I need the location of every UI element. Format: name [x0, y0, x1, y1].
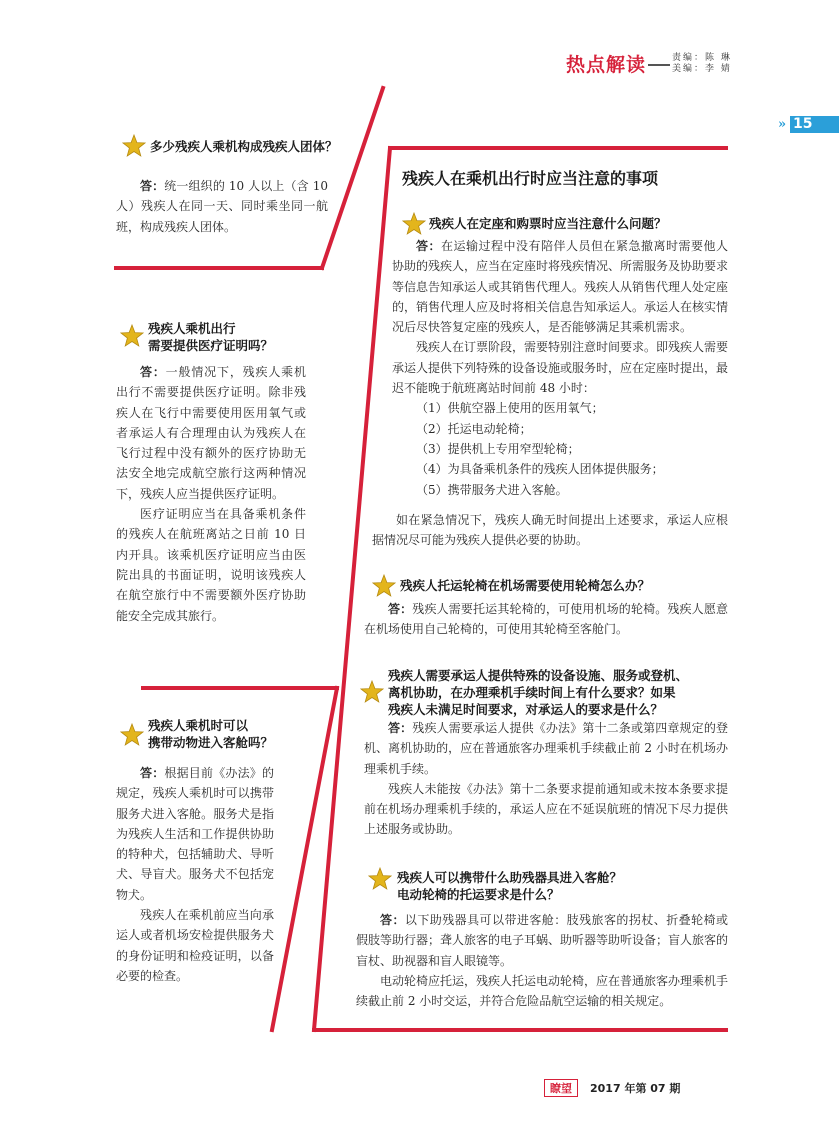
right-q3-para2: 残疾人未能按《办法》第十二条要求提前通知或未按本条要求提前在机场办理乘机手续的，承运人应在不延误航班的情况下尽力提供上述服务或协助。: [364, 781, 728, 837]
left-q2-answer: [116, 362, 306, 626]
answer-label: 答：: [416, 239, 441, 253]
page-arrow: »: [778, 117, 787, 132]
left-q3-question: [148, 717, 273, 751]
right-q4-answer-text: 以下助残器具可以带进客舱：肢残旅客的拐杖、折叠轮椅或假肢等助行器；聋人旅客的电子耳蜗、助听器等助听设备；盲人旅客的盲杖、助视器和盲人眼镜等。: [356, 913, 729, 968]
answer-label: 答：: [140, 179, 165, 193]
star-icon: [122, 134, 146, 158]
star-icon: [360, 680, 384, 704]
answer-label: 答：: [388, 721, 413, 735]
left-q1-answer-text: 统一组织的 10 人以上（含 10 人）残疾人在同一天、同时乘坐同一航班，构成残疾人团体。: [116, 179, 328, 234]
right-q1-para2: 残疾人在订票阶段，需要特别注意时间要求。即残疾人需要承运人提供下列特殊的设备设施或服务时，应在定座时提出，最迟不能晚于航班离站时间前 48 小时：: [392, 340, 729, 396]
left-q2-para2: 医疗证明应当在具备乘机条件的残疾人在航班离站之日前 10 日内开具。该乘机医疗证明应当由医院出具的书面证明，说明该残疾人在航空旅行中不需要额外医疗协助能安全完成其旅行。: [116, 507, 306, 623]
right-q2-answer-text: 残疾人需要托运其轮椅的，可使用机场的轮椅。残疾人愿意在机场使用自己轮椅的，可使用其轮椅至客舱门。: [364, 602, 728, 637]
left-q2-question-line2: 需要提供医疗证明吗？: [148, 338, 274, 353]
editor-credit: 责编：陈 琳: [672, 53, 732, 63]
page-number: 15: [793, 116, 813, 132]
right-q1-answer-text: 在运输过程中没有陪伴人员但在紧急撤离时需要他人协助的残疾人，应当在定座时将残疾情况、所需服务及协助要求等信息告知承运人或其销售代理人。残疾人从销售代理人处定座的，销售代理人应及时将相关信息告知承运人。承运人在核实情况后尽快答复定座的残疾人，是否能够满足其乘机需求。: [392, 239, 729, 335]
right-q3-question-line3: 残疾人未满足时间要求，对承运人的要求是什么？: [388, 702, 664, 717]
star-icon: [372, 574, 396, 598]
left-q2-question: [148, 320, 273, 354]
answer-label: 答：: [140, 365, 166, 379]
right-q2-question: 残疾人托运轮椅在机场需要使用轮椅怎么办？: [400, 578, 651, 593]
answer-label: 答：: [388, 602, 413, 616]
left-q3-answer: [116, 763, 274, 986]
right-q1-item-4: （4）为具备乘机条件的残疾人团体提供服务；: [416, 462, 664, 477]
article-title: 残疾人在乘机出行时应当注意的事项: [402, 169, 659, 188]
right-q3-answer-text: 残疾人需要承运人提供《办法》第十二条或第四章规定的登机、离机协助的，应在普通旅客办理乘机手续截止前 2 小时在机场办理乘机手续。: [364, 721, 728, 776]
right-q4-para2: 电动轮椅应托运，残疾人托运电动轮椅，应在普通旅客办理乘机手续截止前 2 小时交运，并符合危险品航空运输的相关规定。: [356, 973, 729, 1009]
header-dash: [648, 64, 670, 66]
page-tab: [778, 116, 839, 133]
left-q3-para2: 残疾人在乘机前应当向承运人或者机场安检提供服务犬的身份证明和检疫证明，以备必要的检查。: [116, 908, 274, 983]
page-number-box: [790, 116, 839, 133]
left-q3-question-line1: 残疾人乘机时可以: [148, 718, 249, 733]
answer-label: 答：: [140, 766, 165, 780]
right-q4-answer: [356, 910, 728, 1011]
right-q3-question-line2: 离机协助，在办理乘机手续时间上有什么要求？如果: [388, 685, 676, 700]
right-q3-answer: [364, 718, 728, 840]
right-q1-para3-wrap: [372, 510, 728, 551]
left-q1-question: 多少残疾人乘机构成残疾人团体？: [150, 139, 338, 154]
star-icon: [402, 212, 426, 236]
right-q3-question-line1: 残疾人需要承运人提供特殊的设备设施、服务或登机、: [388, 668, 689, 683]
star-icon: [120, 723, 144, 747]
star-icon: [368, 867, 392, 891]
left-q3-question-line2: 携带动物进入客舱吗？: [148, 735, 274, 750]
right-q3-question: [388, 667, 688, 718]
star-icon: [120, 324, 144, 348]
section-title: 热点解读: [566, 54, 647, 76]
right-q1-question: 残疾人在定座和购票时应当注意什么问题？: [429, 216, 667, 231]
left-q2-answer-text: 一般情况下，残疾人乘机出行不需要提供医疗证明。除非残疾人在飞行中需要使用医用氧气或者承运人有合理理由认为残疾人在飞行过程中没有额外的医疗协助无法安全地完成航空旅行这两种情况下，残疾人应当提供医疗证明。: [116, 365, 306, 501]
left-q2-question-line1: 残疾人乘机出行: [148, 321, 236, 336]
magazine-logo: 瞭望: [544, 1079, 578, 1097]
right-q1-item-1: （1）供航空器上使用的医用氧气；: [416, 401, 604, 416]
right-q4-question-line2: 电动轮椅的托运要求是什么？: [397, 887, 560, 902]
right-q1-answer: [392, 236, 728, 500]
right-q1-item-3: （3）提供机上专用窄型轮椅；: [416, 441, 580, 456]
right-q1-item-5: （5）携带服务犬进入客舱。: [416, 482, 568, 497]
designer-credit: 美编：李 婧: [672, 64, 732, 74]
right-q4-question: [397, 869, 622, 903]
right-q4-question-line1: 残疾人可以携带什么助残器具进入客舱？: [397, 870, 623, 885]
left-q1-answer: [116, 176, 328, 237]
answer-label: 答：: [380, 913, 405, 927]
right-q1-para3: 如在紧急情况下，残疾人确无时间提出上述要求，承运人应根据情况尽可能为残疾人提供必要的协助。: [372, 513, 728, 548]
right-q2-answer: [364, 599, 728, 640]
left-q3-answer-text: 根据目前《办法》的规定，残疾人乘机时可以携带服务犬进入客舱。服务犬是指为残疾人生活和工作提供协助的特种犬，包括辅助犬、导听犬、导盲犬。服务犬不包括宠物犬。: [116, 766, 274, 902]
right-q1-item-2: （2）托运电动轮椅；: [416, 421, 532, 436]
issue-label: 2017 年第 07 期: [590, 1082, 681, 1095]
